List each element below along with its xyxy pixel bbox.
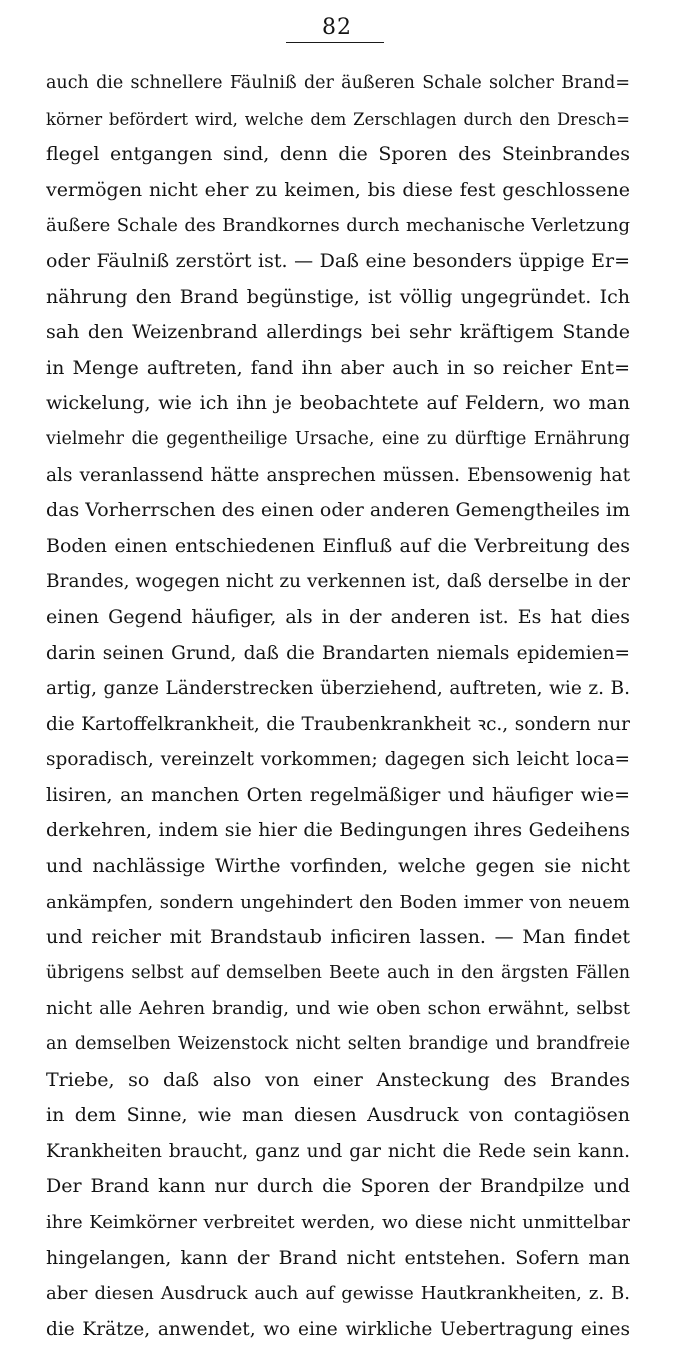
text-line: körner befördert wird, welche dem Zerschlagen durch den Dresch= <box>46 109 630 129</box>
text-line: sporadisch, vereinzelt vorkommen; dagegen sich leicht loca= <box>46 749 630 771</box>
text-line: Brandes, wogegen nicht zu verkennen ist, daß derselbe in der <box>46 571 630 593</box>
text-line: einen Gegend häufiger, als in der anderen ist. Es hat dies <box>46 605 630 628</box>
text-line: Der Brand kann nur durch die Sporen der Brandpilze und <box>46 1175 630 1198</box>
text-line: lisiren, an manchen Orten regelmäßiger und häufiger wie= <box>46 783 630 806</box>
text-line: die Krätze, anwendet, wo eine wirkliche Uebertragung eines <box>46 1318 630 1340</box>
text-line: artig, ganze Länderstrecken überziehend, auftreten, wie z. B. <box>46 678 630 700</box>
text-line: und nachlässige Wirthe vorfinden, welche gegen sie nicht <box>46 855 630 878</box>
text-line: derkehren, indem sie hier die Bedingungen ihres Gedeihens <box>46 819 630 842</box>
text-line: flegel entgangen sind, denn die Sporen des Steinbrandes <box>46 143 630 166</box>
text-line: in dem Sinne, wie man diesen Ausdruck von contagiösen <box>46 1104 630 1127</box>
text-line: äußere Schale des Brandkornes durch mechanische Verletzung <box>46 215 630 237</box>
text-line: die Kartoffelkrankheit, die Traubenkrankheit ꝛc., sondern nur <box>46 713 630 735</box>
text-line: ihre Keimkörner verbreitet werden, wo diese nicht unmittelbar <box>46 1212 630 1233</box>
text-line: ankämpfen, sondern ungehindert den Boden immer von neuem <box>46 891 630 913</box>
text-line: nährung den Brand begünstige, ist völlig ungegründet. Ich <box>46 285 630 308</box>
text-line: wickelung, wie ich ihn je beobachtete auf Feldern, wo man <box>46 392 630 415</box>
text-line: sah den Weizenbrand allerdings bei sehr kräftigem Stande <box>46 321 630 344</box>
text-line: darin seinen Grund, daß die Brandarten niemals epidemien= <box>46 642 630 664</box>
text-line: auch die schnellere Fäulniß der äußeren Schale solcher Brand= <box>46 73 630 93</box>
text-line: hingelangen, kann der Brand nicht entstehen. Sofern man <box>46 1246 630 1269</box>
page-number: 82 <box>322 15 352 40</box>
text-line: vielmehr die gegentheilige Ursache, eine zu dürftige Ernährung <box>46 428 630 449</box>
text-line: Boden einen entschiedenen Einfluß auf die Verbreitung des <box>46 534 630 557</box>
text-line: in Menge auftreten, fand ihn aber auch in so reicher Ent= <box>46 356 630 379</box>
text-line: vermögen nicht eher zu keimen, bis diese fest geschlossene <box>46 178 630 201</box>
text-line: an demselben Weizenstock nicht selten brandige und brandfreie <box>46 1034 630 1055</box>
body-text <box>46 66 630 1347</box>
text-line: oder Fäulniß zerstört ist. — Daß eine besonders üppige Er= <box>46 249 630 272</box>
text-line: aber diesen Ausdruck auch auf gewisse Hautkrankheiten, z. B. <box>46 1283 630 1305</box>
text-line: das Vorherrschen des einen oder anderen Gemengtheiles im <box>46 499 630 522</box>
text-line: nicht alle Aehren brandig, und wie oben schon erwähnt, selbst <box>46 998 630 1020</box>
text-line: und reicher mit Brandstaub inficiren lassen. — Man findet <box>46 926 630 949</box>
text-line: Krankheiten braucht, ganz und gar nicht die Rede sein kann. <box>46 1140 630 1162</box>
text-line: übrigens selbst auf demselben Beete auch in den ärgsten Fällen <box>46 962 630 983</box>
header-rule <box>286 42 384 43</box>
text-line: als veranlassend hätte ansprechen müssen. Ebensowenig hat <box>46 464 630 486</box>
text-line: Triebe, so daß also von einer Ansteckung des Brandes <box>46 1068 630 1091</box>
